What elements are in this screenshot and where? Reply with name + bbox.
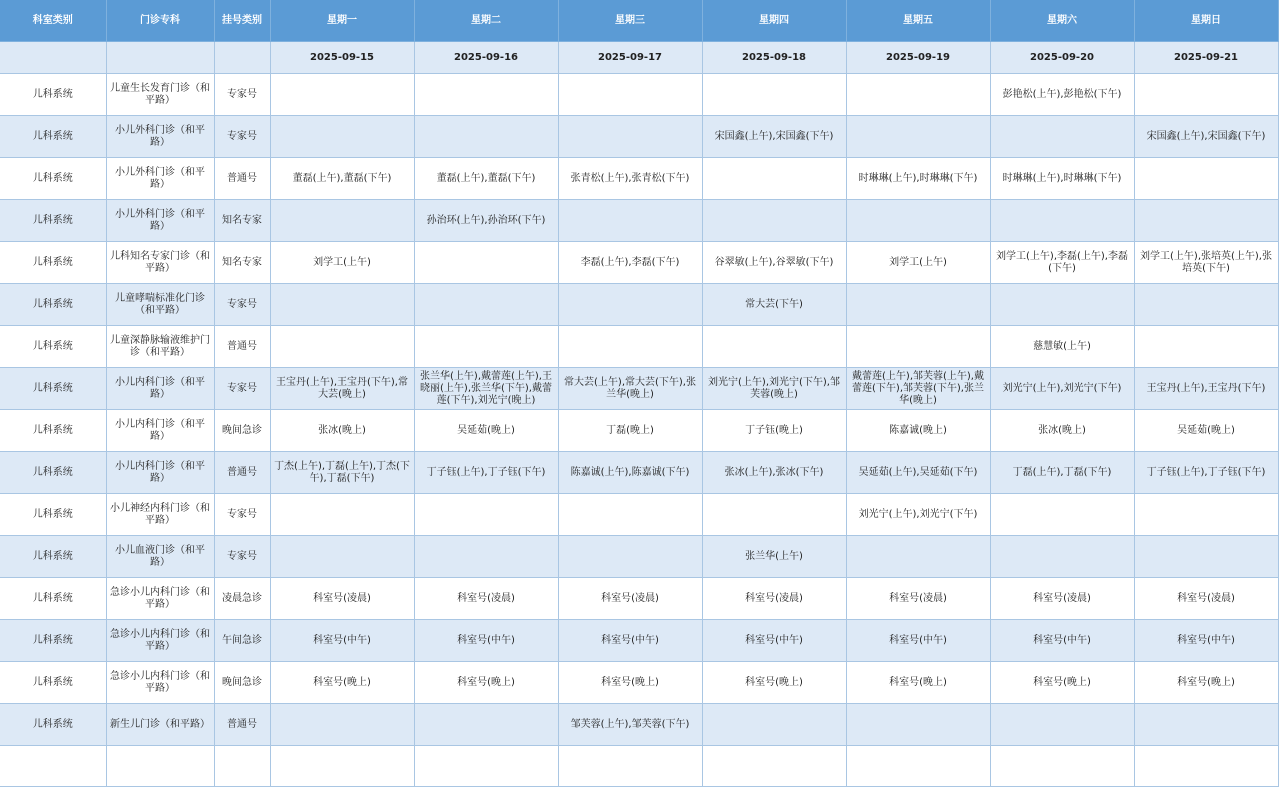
- clinic-cell: 小儿外科门诊（和平路）: [106, 158, 214, 200]
- empty-cell: [990, 746, 1134, 787]
- tue-cell: 吴延茹(晚上): [414, 410, 558, 452]
- reg-type-cell: 专家号: [214, 74, 270, 116]
- sun-cell: [1134, 158, 1278, 200]
- sun-cell: [1134, 536, 1278, 578]
- empty-cell: [1134, 746, 1278, 787]
- col-header-thu: 星期四: [702, 0, 846, 42]
- thu-cell: 谷翠敏(上午),谷翠敏(下午): [702, 242, 846, 284]
- sat-cell: 科室号(中午): [990, 620, 1134, 662]
- date-cell-sun: 2025-09-21: [1134, 42, 1278, 74]
- mon-cell: [270, 704, 414, 746]
- thu-cell: 科室号(凌晨): [702, 578, 846, 620]
- mon-cell: [270, 494, 414, 536]
- header-row: [0, 0, 1278, 42]
- fri-cell: [846, 200, 990, 242]
- sat-cell: [990, 704, 1134, 746]
- reg-type-cell: 普通号: [214, 452, 270, 494]
- table-row: [0, 326, 1278, 368]
- sun-cell: [1134, 200, 1278, 242]
- table-row: [0, 452, 1278, 494]
- sat-cell: 刘学工(上午),李磊(上午),李磊(下午): [990, 242, 1134, 284]
- table-row: [0, 410, 1278, 452]
- reg-type-cell: 午间急诊: [214, 620, 270, 662]
- tue-cell: 丁子钰(上午),丁子钰(下午): [414, 452, 558, 494]
- sat-cell: [990, 200, 1134, 242]
- fri-cell: 吴延茹(上午),吴延茹(下午): [846, 452, 990, 494]
- dept-category-cell: 儿科系统: [0, 242, 106, 284]
- tue-cell: [414, 74, 558, 116]
- dept-category-cell: 儿科系统: [0, 662, 106, 704]
- mon-cell: [270, 116, 414, 158]
- thu-cell: [702, 158, 846, 200]
- thu-cell: 刘光宁(上午),刘光宁(下午),邹芙蓉(晚上): [702, 368, 846, 410]
- dept-category-cell: 儿科系统: [0, 410, 106, 452]
- col-header-fri: 星期五: [846, 0, 990, 42]
- reg-type-cell: 晚间急诊: [214, 662, 270, 704]
- wed-cell: 常大芸(上午),常大芸(下午),张兰华(晚上): [558, 368, 702, 410]
- tue-cell: [414, 494, 558, 536]
- empty-cell: [214, 746, 270, 787]
- clinic-cell: 小儿内科门诊（和平路）: [106, 452, 214, 494]
- dept-category-cell: 儿科系统: [0, 494, 106, 536]
- fri-cell: 科室号(晚上): [846, 662, 990, 704]
- sat-cell: 彭艳松(上午),彭艳松(下午): [990, 74, 1134, 116]
- reg-type-cell: 知名专家: [214, 242, 270, 284]
- clinic-cell: 小儿内科门诊（和平路）: [106, 368, 214, 410]
- sun-cell: 科室号(凌晨): [1134, 578, 1278, 620]
- col-header-sun: 星期日: [1134, 0, 1278, 42]
- date-cell-wed: 2025-09-17: [558, 42, 702, 74]
- clinic-cell: 小儿外科门诊（和平路）: [106, 116, 214, 158]
- sun-cell: 刘学工(上午),张培英(上午),张培英(下午): [1134, 242, 1278, 284]
- fri-cell: [846, 704, 990, 746]
- clinic-cell: 急诊小儿内科门诊（和平路）: [106, 662, 214, 704]
- empty-cell: [414, 746, 558, 787]
- thu-cell: 张冰(上午),张冰(下午): [702, 452, 846, 494]
- mon-cell: 刘学工(上午): [270, 242, 414, 284]
- wed-cell: 科室号(中午): [558, 620, 702, 662]
- empty-cell: [270, 746, 414, 787]
- table-row: [0, 662, 1278, 704]
- tue-cell: [414, 704, 558, 746]
- thu-cell: [702, 200, 846, 242]
- clinic-cell: 急诊小儿内科门诊（和平路）: [106, 620, 214, 662]
- table-row: [0, 158, 1278, 200]
- table-row: [0, 620, 1278, 662]
- date-cell: [214, 42, 270, 74]
- mon-cell: 董磊(上午),董磊(下午): [270, 158, 414, 200]
- mon-cell: 科室号(中午): [270, 620, 414, 662]
- dept-category-cell: 儿科系统: [0, 200, 106, 242]
- table-row: [0, 494, 1278, 536]
- reg-type-cell: 普通号: [214, 704, 270, 746]
- dept-category-cell: 儿科系统: [0, 74, 106, 116]
- date-cell-thu: 2025-09-18: [702, 42, 846, 74]
- fri-cell: 科室号(凌晨): [846, 578, 990, 620]
- schedule-body: [0, 74, 1278, 787]
- dept-category-cell: 儿科系统: [0, 284, 106, 326]
- table-row: [0, 536, 1278, 578]
- thu-cell: [702, 326, 846, 368]
- dept-category-cell: 儿科系统: [0, 620, 106, 662]
- thu-cell: 丁子钰(晚上): [702, 410, 846, 452]
- fri-cell: 陈嘉诚(晚上): [846, 410, 990, 452]
- sun-cell: 王宝丹(上午),王宝丹(下午): [1134, 368, 1278, 410]
- dept-category-cell: 儿科系统: [0, 704, 106, 746]
- thu-cell: 科室号(中午): [702, 620, 846, 662]
- fri-cell: [846, 116, 990, 158]
- thu-cell: 张兰华(上午): [702, 536, 846, 578]
- dept-category-cell: 儿科系统: [0, 452, 106, 494]
- fri-cell: [846, 74, 990, 116]
- reg-type-cell: 专家号: [214, 116, 270, 158]
- fri-cell: 刘光宁(上午),刘光宁(下午): [846, 494, 990, 536]
- table-row: [0, 200, 1278, 242]
- tue-cell: [414, 116, 558, 158]
- sun-cell: 吴延茹(晚上): [1134, 410, 1278, 452]
- sat-cell: 丁磊(上午),丁磊(下午): [990, 452, 1134, 494]
- tue-cell: 科室号(中午): [414, 620, 558, 662]
- table-row: [0, 284, 1278, 326]
- col-header-reg-type: 挂号类别: [214, 0, 270, 42]
- mon-cell: [270, 200, 414, 242]
- date-cell-tue: 2025-09-16: [414, 42, 558, 74]
- wed-cell: [558, 200, 702, 242]
- sun-cell: 科室号(晚上): [1134, 662, 1278, 704]
- clinic-cell: 小儿内科门诊（和平路）: [106, 410, 214, 452]
- wed-cell: 科室号(晚上): [558, 662, 702, 704]
- thu-cell: 宋国鑫(上午),宋国鑫(下午): [702, 116, 846, 158]
- sat-cell: 科室号(凌晨): [990, 578, 1134, 620]
- col-header-mon: 星期一: [270, 0, 414, 42]
- mon-cell: [270, 536, 414, 578]
- clinic-cell: 儿科知名专家门诊（和平路）: [106, 242, 214, 284]
- wed-cell: 邹芙蓉(上午),邹芙蓉(下午): [558, 704, 702, 746]
- clinic-cell: 小儿神经内科门诊（和平路）: [106, 494, 214, 536]
- date-cell-sat: 2025-09-20: [990, 42, 1134, 74]
- tue-cell: 科室号(晚上): [414, 662, 558, 704]
- sat-cell: [990, 284, 1134, 326]
- sun-cell: [1134, 74, 1278, 116]
- date-cell-fri: 2025-09-19: [846, 42, 990, 74]
- empty-cell: [0, 746, 106, 787]
- clinic-cell: 儿童生长发育门诊（和平路）: [106, 74, 214, 116]
- wed-cell: 科室号(凌晨): [558, 578, 702, 620]
- clinic-cell: 儿童深静脉输液维护门诊（和平路）: [106, 326, 214, 368]
- col-header-dept-category: 科室类别: [0, 0, 106, 42]
- mon-cell: [270, 284, 414, 326]
- mon-cell: 张冰(晚上): [270, 410, 414, 452]
- wed-cell: [558, 326, 702, 368]
- mon-cell: 丁杰(上午),丁磊(上午),丁杰(下午),丁磊(下午): [270, 452, 414, 494]
- tue-cell: 董磊(上午),董磊(下午): [414, 158, 558, 200]
- fri-cell: 科室号(中午): [846, 620, 990, 662]
- clinic-cell: 儿童哮喘标准化门诊（和平路）: [106, 284, 214, 326]
- sun-cell: 宋国鑫(上午),宋国鑫(下午): [1134, 116, 1278, 158]
- table-row: [0, 704, 1278, 746]
- date-row: [0, 42, 1278, 74]
- table-row: [0, 116, 1278, 158]
- reg-type-cell: 专家号: [214, 536, 270, 578]
- reg-type-cell: 专家号: [214, 368, 270, 410]
- clinic-cell: 新生儿门诊（和平路）: [106, 704, 214, 746]
- mon-cell: 王宝丹(上午),王宝丹(下午),常大芸(晚上): [270, 368, 414, 410]
- wed-cell: 李磊(上午),李磊(下午): [558, 242, 702, 284]
- dept-category-cell: 儿科系统: [0, 578, 106, 620]
- table-row: [0, 368, 1278, 410]
- date-cell-mon: 2025-09-15: [270, 42, 414, 74]
- sun-cell: 科室号(中午): [1134, 620, 1278, 662]
- sat-cell: 慈慧敏(上午): [990, 326, 1134, 368]
- wed-cell: [558, 284, 702, 326]
- tue-cell: 孙治环(上午),孙治环(下午): [414, 200, 558, 242]
- reg-type-cell: 专家号: [214, 284, 270, 326]
- fri-cell: 时琳琳(上午),时琳琳(下午): [846, 158, 990, 200]
- wed-cell: 陈嘉诚(上午),陈嘉诚(下午): [558, 452, 702, 494]
- mon-cell: 科室号(晚上): [270, 662, 414, 704]
- sun-cell: [1134, 326, 1278, 368]
- tue-cell: [414, 536, 558, 578]
- thu-cell: 常大芸(下午): [702, 284, 846, 326]
- empty-cell: [106, 746, 214, 787]
- sat-cell: 刘光宁(上午),刘光宁(下午): [990, 368, 1134, 410]
- tue-cell: 张兰华(上午),戴蕾莲(上午),王晓丽(上午),张兰华(下午),戴蕾莲(下午),刘光宁(晚上): [414, 368, 558, 410]
- wed-cell: [558, 116, 702, 158]
- empty-row: [0, 746, 1278, 787]
- wed-cell: 张青松(上午),张青松(下午): [558, 158, 702, 200]
- sun-cell: [1134, 494, 1278, 536]
- thu-cell: [702, 704, 846, 746]
- empty-cell: [846, 746, 990, 787]
- wed-cell: [558, 494, 702, 536]
- table-row: [0, 578, 1278, 620]
- mon-cell: [270, 326, 414, 368]
- fri-cell: 刘学工(上午): [846, 242, 990, 284]
- col-header-sat: 星期六: [990, 0, 1134, 42]
- dept-category-cell: 儿科系统: [0, 116, 106, 158]
- table-row: [0, 242, 1278, 284]
- sat-cell: 科室号(晚上): [990, 662, 1134, 704]
- fri-cell: [846, 536, 990, 578]
- tue-cell: 科室号(凌晨): [414, 578, 558, 620]
- col-header-clinic: 门诊专科: [106, 0, 214, 42]
- sun-cell: [1134, 704, 1278, 746]
- clinic-cell: 急诊小儿内科门诊（和平路）: [106, 578, 214, 620]
- sat-cell: 时琳琳(上午),时琳琳(下午): [990, 158, 1134, 200]
- thu-cell: [702, 74, 846, 116]
- reg-type-cell: 普通号: [214, 158, 270, 200]
- mon-cell: 科室号(凌晨): [270, 578, 414, 620]
- reg-type-cell: 晚间急诊: [214, 410, 270, 452]
- mon-cell: [270, 74, 414, 116]
- reg-type-cell: 专家号: [214, 494, 270, 536]
- empty-cell: [702, 746, 846, 787]
- fri-cell: [846, 284, 990, 326]
- thu-cell: 科室号(晚上): [702, 662, 846, 704]
- reg-type-cell: 凌晨急诊: [214, 578, 270, 620]
- dept-category-cell: 儿科系统: [0, 158, 106, 200]
- sun-cell: [1134, 284, 1278, 326]
- fri-cell: [846, 326, 990, 368]
- dept-category-cell: 儿科系统: [0, 326, 106, 368]
- dept-category-cell: 儿科系统: [0, 536, 106, 578]
- sun-cell: 丁子钰(上午),丁子钰(下午): [1134, 452, 1278, 494]
- col-header-tue: 星期二: [414, 0, 558, 42]
- fri-cell: 戴蕾莲(上午),邹芙蓉(上午),戴蕾莲(下午),邹芙蓉(下午),张兰华(晚上): [846, 368, 990, 410]
- empty-cell: [558, 746, 702, 787]
- date-cell: [0, 42, 106, 74]
- tue-cell: [414, 326, 558, 368]
- dept-category-cell: 儿科系统: [0, 368, 106, 410]
- col-header-wed: 星期三: [558, 0, 702, 42]
- sat-cell: [990, 536, 1134, 578]
- reg-type-cell: 知名专家: [214, 200, 270, 242]
- sat-cell: [990, 116, 1134, 158]
- tue-cell: [414, 284, 558, 326]
- sat-cell: [990, 494, 1134, 536]
- clinic-cell: 小儿外科门诊（和平路）: [106, 200, 214, 242]
- thu-cell: [702, 494, 846, 536]
- table-row: [0, 74, 1278, 116]
- sat-cell: 张冰(晚上): [990, 410, 1134, 452]
- wed-cell: [558, 536, 702, 578]
- wed-cell: 丁磊(晚上): [558, 410, 702, 452]
- clinic-cell: 小儿血液门诊（和平路）: [106, 536, 214, 578]
- reg-type-cell: 普通号: [214, 326, 270, 368]
- date-cell: [106, 42, 214, 74]
- tue-cell: [414, 242, 558, 284]
- wed-cell: [558, 74, 702, 116]
